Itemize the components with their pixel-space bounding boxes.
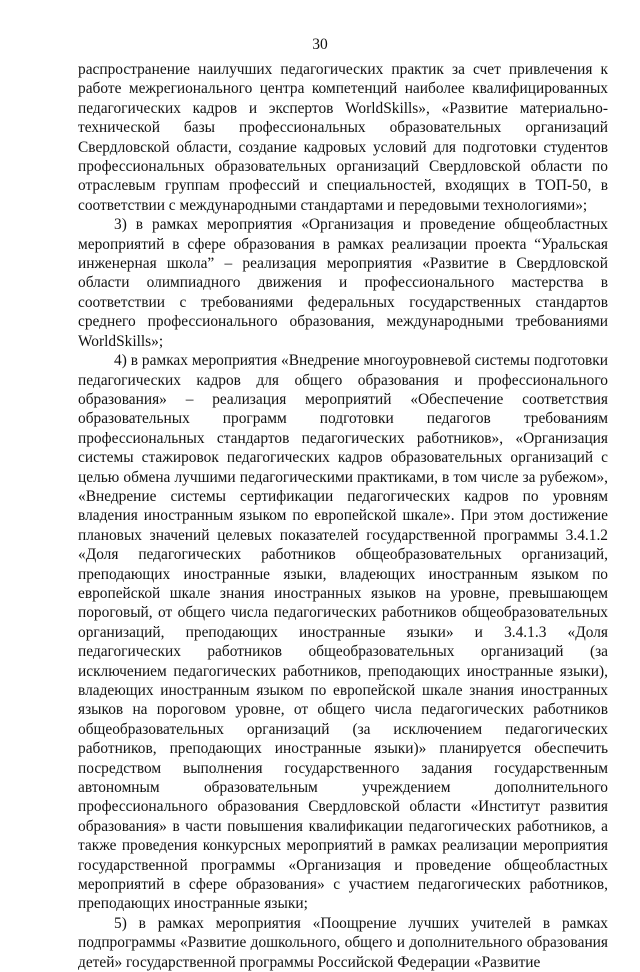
paragraph-item-5: 5) в рамках мероприятия «Поощрение лучших учителей в рамках подпрограммы «Развитие дошкольного, общего и дополнительного образования детей» государственной программы Российской Федерации «Развитие xyxy=(78,914,608,971)
page-number: 30 xyxy=(312,36,328,53)
paragraph-item-4: 4) в рамках мероприятия «Внедрение многоуровневой системы подготовки педагогических кадров для общего образования и профессионального образования» – реализация мероприятий «Обеспечение соответствия образовательных программ подготовки педагогов требованиям профессиональных стандартов педагогических работников», «Организация системы стажировок педагогических кадров образовательных организаций с целью обмена лучшими педагогическими практиками, в том числе за рубежом», «Внедрение системы сертификации педагогических кадров по уровням владения иностранным языком по европейской шкале». При этом достижение плановых значений целевых показателей государственной программы 3.4.1.2 «Доля педагогических работников общеобразовательных организаций, преподающих иностранные языки, владеющих иностранным языком по европейской шкале знания иностранных языков на уровне, превышающем пороговый, от общего числа педагогических работников общеобразовательных организаций, преподающих иностранные языки» и 3.4.1.3 «Доля педагогических работников общеобразовательных организаций (за исключением педагогических работников, преподающих иностранные языки), владеющих иностранным языком по европейской шкале знания иностранных языков на пороговом уровне, от общего числа педагогических работников общеобразовательных организаций (за исключением педагогических работников, преподающих иностранные языки)» планируется обеспечить посредством выполнения государственного задания государственным автономным образовательным учреждением дополнительного профессионального образования Свердловской области «Институт развития образования» в части повышения квалификации педагогических работников, а также проведения конкурсных мероприятий в рамках реализации мероприятия государственной программы «Организация и проведение общеобластных мероприятий в сфере образования» с участием педагогических работников, преподающих иностранные языки; xyxy=(78,352,608,913)
document-body xyxy=(78,60,608,972)
paragraph-continuation: распространение наилучших педагогических практик за счет привлечения к работе межрегионального центра компетенций наиболее квалифицированных педагогических кадров и экспертов WorldSkills», «Развитие материально-технической базы профессиональных образовательных организаций Свердловской области, создание кадровых условий для подготовки студентов профессиональных образовательных организаций Свердловской области по отраслевым группам профессий и специальностей, входящих в ТОП-50, в соответствии с международными стандартами и передовыми технологиями»; xyxy=(78,61,608,214)
paragraph-item-3: 3) в рамках мероприятия «Организация и проведение общеобластных мероприятий в сфере образования в рамках реализации проекта “Уральская инженерная школа” – реализация мероприятия «Развитие в Свердловской области олимпиадного движения и профессионального мастерства в соответствии с требованиями федеральных государственных стандартов среднего профессионального образования, международными требованиями WorldSkills»; xyxy=(78,216,608,350)
